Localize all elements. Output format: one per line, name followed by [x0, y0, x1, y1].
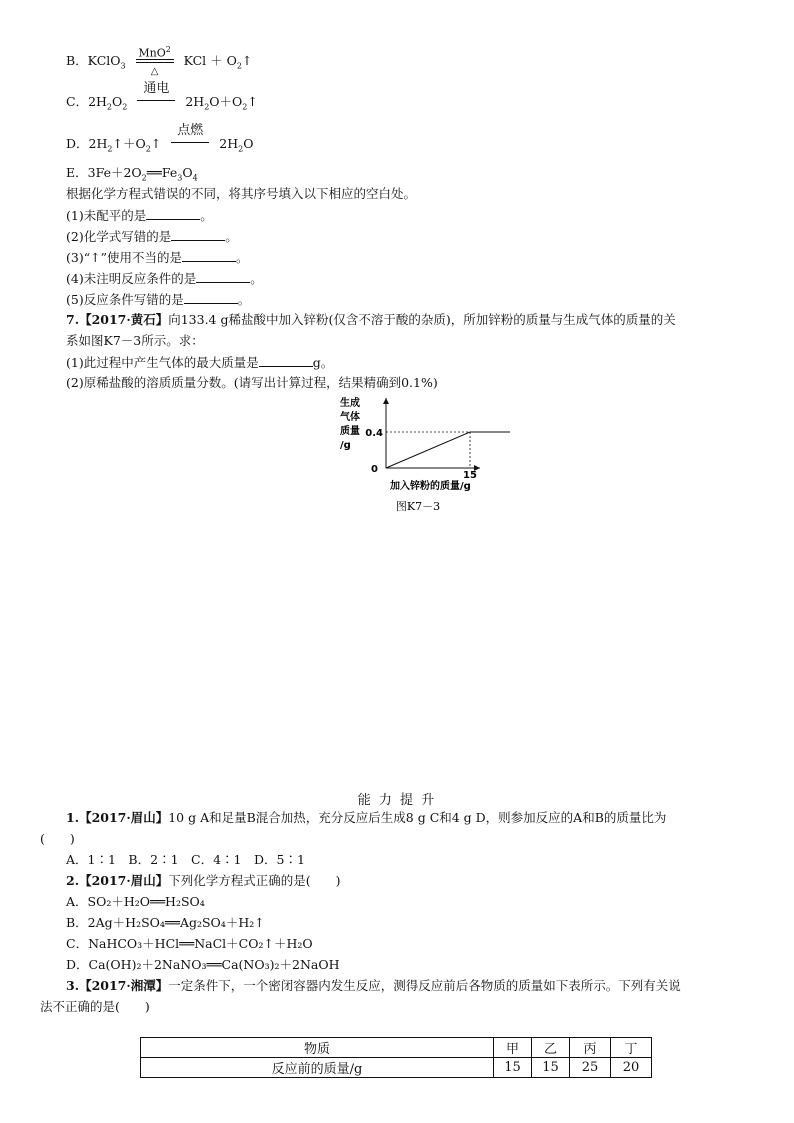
- answer-blank[interactable]: [171, 228, 225, 241]
- q7-line-1: 7.【2017·黄石】向133.4 g稀盐酸中加入锌粉(仅含不溶于酸的杂质)，所加锌粉的质量与生成气体的质量的关: [66, 312, 676, 327]
- p2-option-b: B．2Ag＋H₂SO₄══Ag₂SO₄＋H₂↑: [66, 915, 265, 930]
- reaction-condition-b: MnO$^2$ △: [136, 54, 174, 70]
- equation-e: E．$3Fe+2O_2══Fe_3O_4$: [66, 165, 198, 183]
- p1-line-1: 1.【2017·眉山】10 g A和足量B混合加热，充分反应后生成8 g C和4 g D，则参加反应的A和B的质量比为: [66, 810, 667, 825]
- p1-line-2: ( ): [40, 831, 75, 846]
- figure-k7-3-chart: [330, 390, 510, 520]
- table-cell: 15: [532, 1058, 570, 1078]
- reaction-condition-d: 点燃: [171, 137, 209, 153]
- p3-line-2: 法不正确的是( ): [40, 999, 150, 1014]
- q6-item-3: (3)“↑”使用不当的是 。: [66, 250, 249, 265]
- table-cell: 20: [611, 1058, 652, 1078]
- mass-table: [140, 1037, 652, 1078]
- p2-option-c: C．NaHCO₃＋HCl══NaCl＋CO₂↑＋H₂O: [66, 936, 313, 951]
- table-cell: 丙: [570, 1038, 611, 1058]
- equation-d: D．$2H_2↑+O_2↑$ 点燃 $2H_2O$: [66, 122, 254, 154]
- y-axis-label-line: /g: [340, 440, 351, 451]
- table-cell: 物质: [141, 1038, 494, 1058]
- p2-option-a: A．SO₂＋H₂O══H₂SO₄: [66, 894, 205, 909]
- p2-line: 2.【2017·眉山】下列化学方程式正确的是( ): [66, 873, 341, 888]
- figure-caption: 图K7－3: [395, 500, 441, 513]
- equation-c: C．$2H_2O_2$ 通电 $2H_2O+O_2↑$: [66, 80, 258, 112]
- q6-item-2: (2)化学式写错的是 。: [66, 229, 238, 244]
- y-tick-label: 0.4: [365, 428, 383, 439]
- x-tick-label: 15: [463, 470, 477, 481]
- equation-b: B．KClO$_3$ MnO$^2$ △ KCl ＋ $O_2↑$: [66, 44, 253, 77]
- table-cell: 反应前的质量/g: [141, 1058, 494, 1078]
- answer-blank[interactable]: [184, 291, 238, 304]
- y-axis-arrow: [383, 398, 389, 404]
- table-row: [141, 1058, 652, 1078]
- table-cell: 15: [494, 1058, 532, 1078]
- q6-item-4: (4)未注明反应条件的是 。: [66, 271, 263, 286]
- table-cell: 乙: [532, 1038, 570, 1058]
- answer-blank[interactable]: [259, 354, 313, 367]
- reaction-condition-c: 通电: [137, 95, 175, 111]
- y-axis-label-line: 质量: [340, 426, 360, 437]
- q6-intro: 根据化学方程式错误的不同，将其序号填入以下相应的空白处。: [66, 186, 417, 201]
- origin-label: 0: [371, 464, 378, 475]
- table-cell: 丁: [611, 1038, 652, 1058]
- x-axis-label: 加入锌粉的质量/g: [390, 481, 471, 492]
- p2-option-d: D．Ca(OH)₂＋2NaNO₃══Ca(NO₃)₂＋2NaOH: [66, 957, 340, 972]
- p3-line-1: 3.【2017·湘潭】一定条件下，一个密闭容器内发生反应，测得反应前后各物质的质量如下表所示。下列有关说: [66, 978, 681, 993]
- answer-blank[interactable]: [196, 270, 250, 283]
- y-axis-label-line: 气体: [340, 412, 360, 423]
- table-cell: 甲: [494, 1038, 532, 1058]
- q7-line-2: 系如图K7－3所示。求：: [66, 333, 204, 348]
- answer-blank[interactable]: [146, 207, 200, 220]
- q6-item-5: (5)反应条件写错的是 。: [66, 292, 251, 307]
- section-title: 能 力 提 升: [357, 793, 437, 808]
- q6-item-1: (1)未配平的是 。: [66, 208, 213, 223]
- table-cell: 25: [570, 1058, 611, 1078]
- p1-options: A．1∶1 B．2∶1 C．4∶1 D．5∶1: [66, 852, 305, 867]
- answer-blank[interactable]: [182, 249, 236, 262]
- q7-sub-2: (2)原稀盐酸的溶质质量分数。(请写出计算过程，结果精确到0.1%): [66, 375, 438, 390]
- y-axis-label-line: 生成: [340, 398, 360, 409]
- q7-sub-1: (1)此过程中产生气体的最大质量是 g。: [66, 355, 334, 370]
- table-header-row: [141, 1038, 652, 1058]
- series-line: [386, 432, 510, 468]
